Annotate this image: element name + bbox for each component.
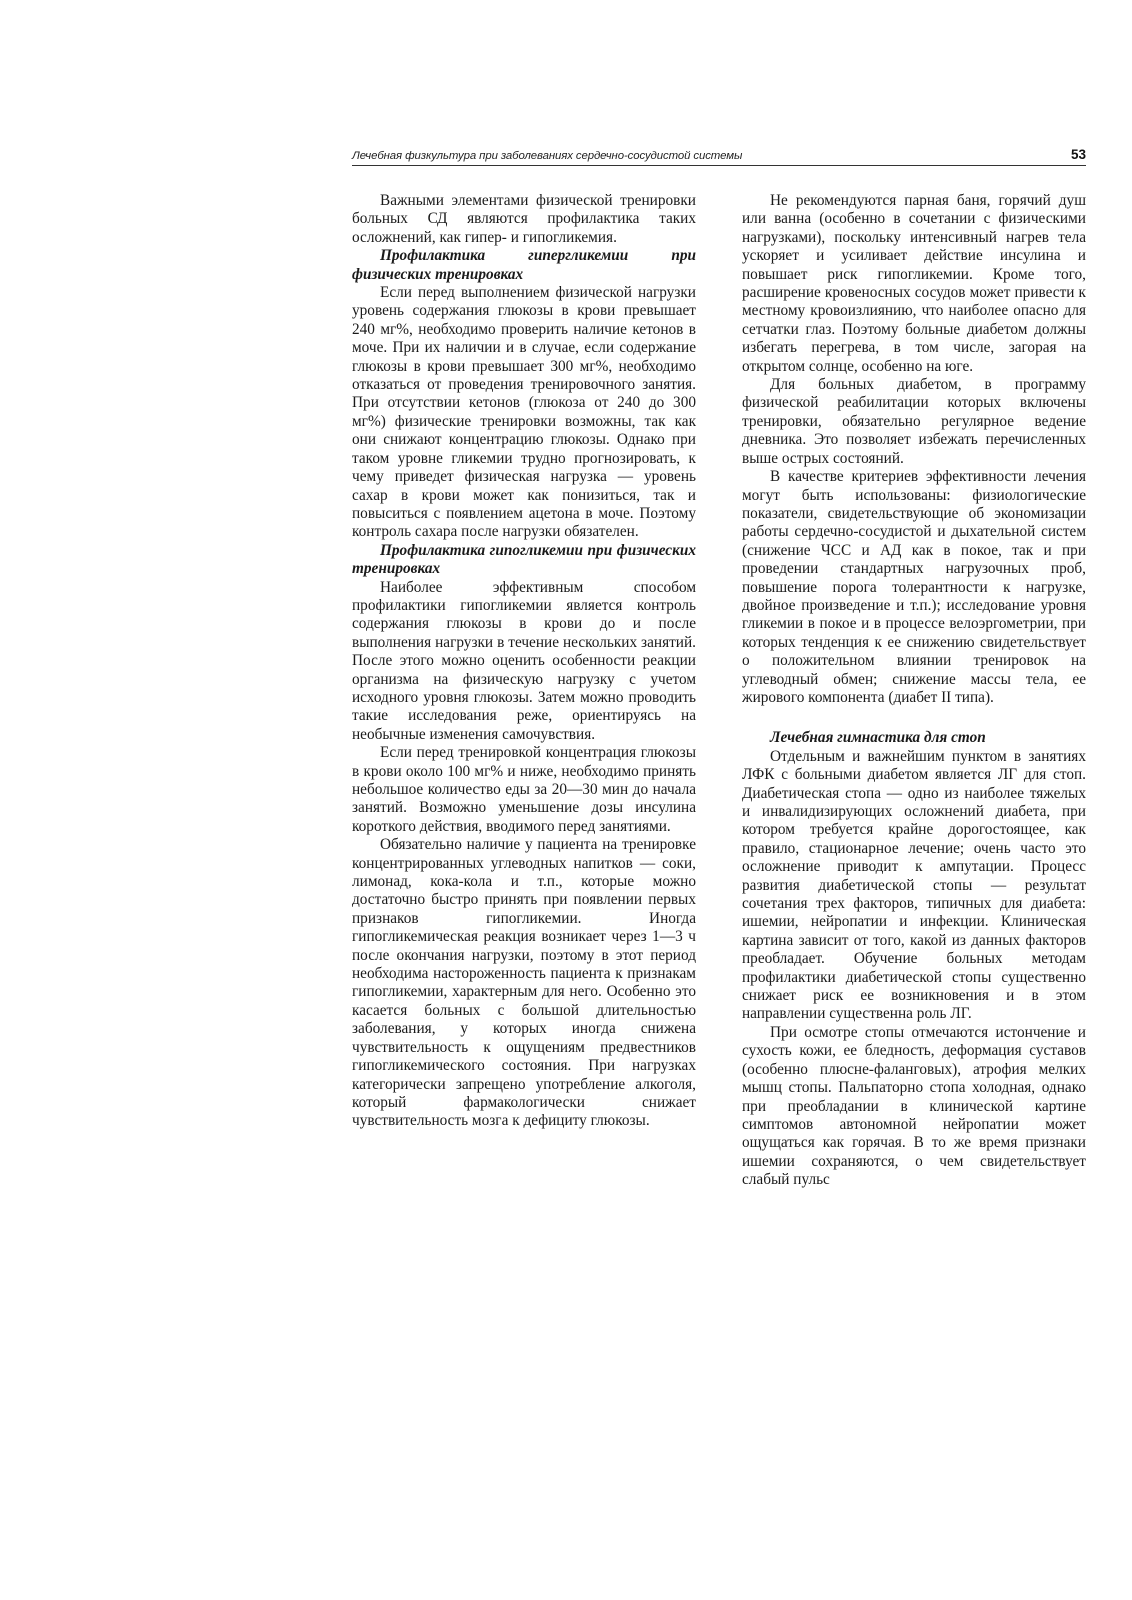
subheading-hyperglycemia: Профилактика гипергликемии при физических тренировках	[352, 247, 696, 283]
paragraph: В качестве критериев эффективности лечения могут быть использованы: физиологические показатели, свидетельствующие об экономизации работы сердечно-сосудистой и дыхательной систем (снижение ЧСС и АД как в покое, так и при проведении стандартных нагрузочных проб, повышение порога толерантности к нагрузке, двойное произведение и т.п.); исследование уровня гликемии в покое и в процессе велоэргометрии, при которых тенденция к ее снижению свидетельствует о положительном влиянии тренировок на углеводный обмен; снижение массы тела, ее жирового компонента (диабет II типа).	[742, 468, 1086, 706]
paragraph: Наиболее эффективным способом профилактики гипогликемии является контроль содержания глюкозы в крови до и после выполнения нагрузки в течение нескольких занятий. После этого можно оценить особенности реакции организма на физическую нагрузку с учетом исходного уровня глюкозы. Затем можно проводить такие исследования реже, ориентируясь на необычные изменения самочувствия.	[352, 578, 696, 743]
running-title: Лечебная физкультура при заболеваниях сердечно-сосудистой системы	[352, 150, 743, 162]
page-number: 53	[1070, 147, 1086, 162]
subheading-hypoglycemia: Профилактика гипогликемии при физических тренировках	[352, 541, 696, 578]
paragraph: Не рекомендуются парная баня, горячий душ или ванна (особенно в сочетании с физическими нагрузками), поскольку интенсивный нагрев тела ускоряет и усиливает действие инсулина и повышает риск гипогликемии. Кроме того, расширение кровеносных сосудов может привести к местному кровоизлиянию, что наиболее опасно для сетчатки глаз. Поэтому больные диабетом должны избегать перегрева, в том числе, загорая на открытом солнце, особенно на юге.	[742, 192, 1086, 375]
paragraph: Если перед выполнением физической нагрузки уровень содержания глюкозы в крови превышает 240 мг%, необходимо проверить наличие кетонов в моче. При их наличии и в случае, если содержание глюкозы в крови превышает 300 мг%, необходимо отказаться от проведения тренировочного занятия. При отсутствии кетонов (глюкоза от 240 до 300 мг%) физические тренировки возможны, так как они снижают концентрацию глюкозы. Однако при таком уровне гликемии трудно прогнозировать, к чему приведет физическая нагрузка — уровень сахар в крови может как понизиться, так и повыситься с появлением ацетона в моче. Поэтому контроль сахара после нагрузки обязателен.	[352, 284, 696, 541]
paragraph: Отдельным и важнейшим пунктом в занятиях ЛФК с больными диабетом является ЛГ для стоп. Диабетическая стопа — одно из наиболее тяжелых и инвалидизирующих осложнений диабета, при котором требуется крайне дорогостоящее, как правило, стационарное лечение; очень часто это осложнение приводит к ампутации. Процесс развития диабетической стопы — результат сочетания трех факторов, типичных для диабета: ишемии, нейропатии и инфекции. Клиническая картина зависит от того, какой из данных факторов преобладает. Обучение больных методам профилактики диабетической стопы существенно снижает риск ее возникновения и в этом направлении существенна роль ЛГ.	[742, 747, 1086, 1023]
paragraph: Обязательно наличие у пациента на тренировке концентрированных углеводных напитков — соки, лимонад, кока-кола и т.п., которые можно достаточно быстро принять при появлении первых признаков гипогликемии. Иногда гипогликемическая реакция возникает через 1—3 ч после окончания нагрузки, поэтому в этот период необходима настороженность пациента к признакам гипогликемии, характерным для него. Особенно это касается больных с большой длительностью заболевания, у которых иногда снижена чувствительность к ощущениям предвестников гипогликемического состояния. При нагрузках категорически запрещено употребление алкоголя, который фармакологически снижает чувствительность мозга к дефициту глюкозы.	[352, 836, 696, 1130]
left-column	[352, 192, 696, 1131]
running-header	[352, 139, 1086, 166]
paragraph: Важными элементами физической тренировки больных СД являются профилактика таких осложнений, как гипер- и гипогликемия.	[352, 192, 696, 246]
paragraph: Если перед тренировкой концентрация глюкозы в крови около 100 мг% и ниже, необходимо принять небольшое количество еды за 20—30 мин до начала занятий. Возможно уменьшение дозы инсулина короткого действия, вводимого перед занятиями.	[352, 744, 696, 835]
paragraph: При осмотре стопы отмечаются истончение и сухость кожи, ее бледность, деформация суставов (особенно плюсне-фаланговых), атрофия мелких мышц стопы. Пальпаторно стопа холодная, однако при преобладании в клинической картине симптомов автономной нейропатии может ощущаться как горячая. В то же время признаки ишемии сохраняются, о чем свидетельствует слабый пульс	[742, 1023, 1086, 1189]
paragraph: Для больных диабетом, в программу физической реабилитации которых включены тренировки, обязательно регулярное ведение дневника. Это позволяет избежать перечисленных выше острых состояний.	[742, 376, 1086, 467]
right-column	[742, 192, 1086, 1190]
section-title-foot-gymnastics: Лечебная гимнастика для стоп	[770, 729, 986, 747]
